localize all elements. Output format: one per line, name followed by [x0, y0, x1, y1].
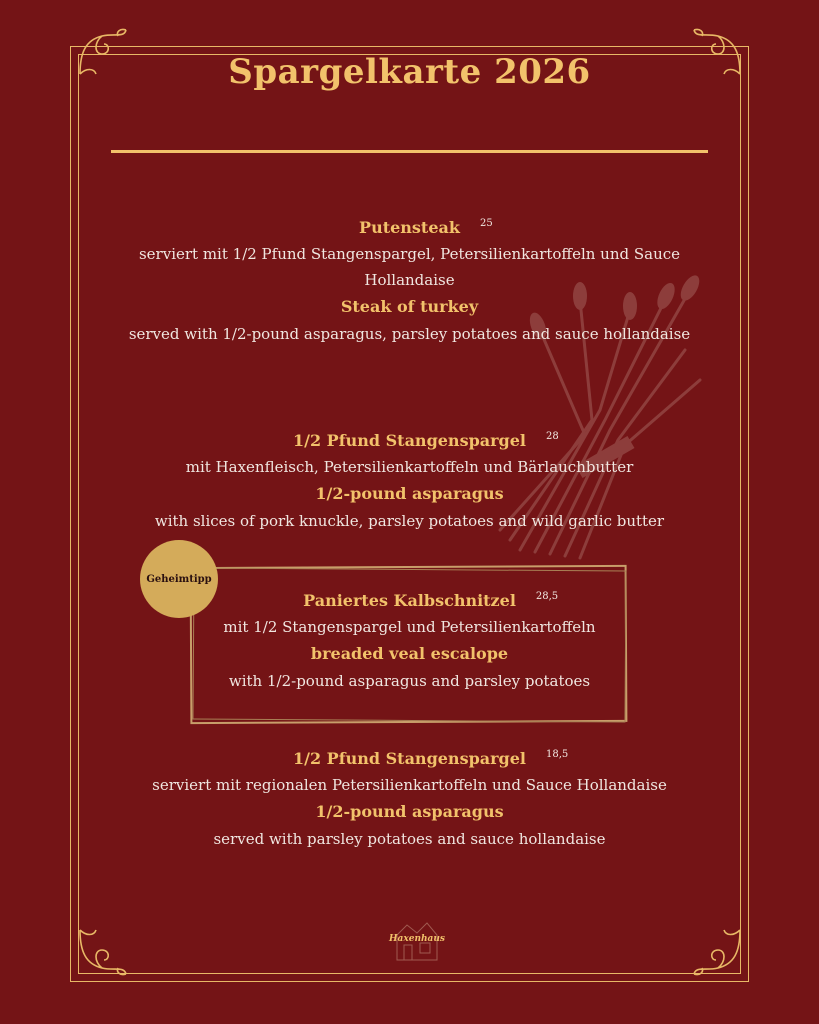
item-name-en: Steak of turkey	[340, 297, 479, 316]
menu-item-stangenspargel	[100, 746, 719, 852]
menu-item-stangenspargel-haxe	[100, 428, 719, 534]
item-description-en: served with parsley potatoes and sauce hollandaise	[213, 830, 606, 848]
geheimtipp-badge: Geheimtipp	[140, 540, 218, 618]
item-description-en: served with 1/2-pound asparagus, parsley potatoes and sauce hollandaise	[128, 325, 691, 343]
item-name-de: 1/2 Pfund Stangenspargel 18,5	[293, 746, 526, 772]
item-name-en: breaded veal escalope	[310, 644, 509, 663]
menu-item-kalbschnitzel	[100, 588, 719, 694]
item-name-de: Paniertes Kalbschnitzel 28,5	[303, 588, 516, 614]
haxenhaus-logo-text: Haxenhaus	[389, 934, 445, 944]
item-price: 28,5	[535, 591, 559, 602]
item-price: 18,5	[546, 749, 569, 760]
menu-item-putensteak	[100, 215, 719, 347]
corner-ornament-icon	[72, 922, 132, 982]
item-price: 28	[546, 431, 559, 442]
item-description-en: with slices of pork knuckle, parsley potatoes and wild garlic butter	[154, 512, 665, 530]
item-description-de: mit Haxenfleisch, Petersilienkartoffeln und Bärlauchbutter	[185, 458, 634, 476]
title-divider	[111, 150, 708, 153]
item-name-en: 1/2-pound asparagus	[315, 484, 504, 503]
item-description-de: mit 1/2 Stangenspargel und Petersilienkartoffeln	[223, 618, 596, 636]
item-name-de: 1/2 Pfund Stangenspargel 28	[293, 428, 526, 454]
item-description-de: serviert mit 1/2 Pfund Stangenspargel, Petersilienkartoffeln und Sauce Hollandaise	[138, 245, 681, 289]
item-name-en: 1/2-pound asparagus	[315, 802, 504, 821]
item-description-de: serviert mit regionalen Petersilienkartoffeln und Sauce Hollandaise	[152, 776, 667, 794]
item-name-de: Putensteak 25	[359, 215, 460, 241]
item-description-en: with 1/2-pound asparagus and parsley potatoes	[228, 672, 591, 690]
item-price: 25	[479, 218, 493, 229]
page-title: Spargelkarte 2026	[228, 52, 591, 92]
corner-ornament-icon	[688, 922, 748, 982]
